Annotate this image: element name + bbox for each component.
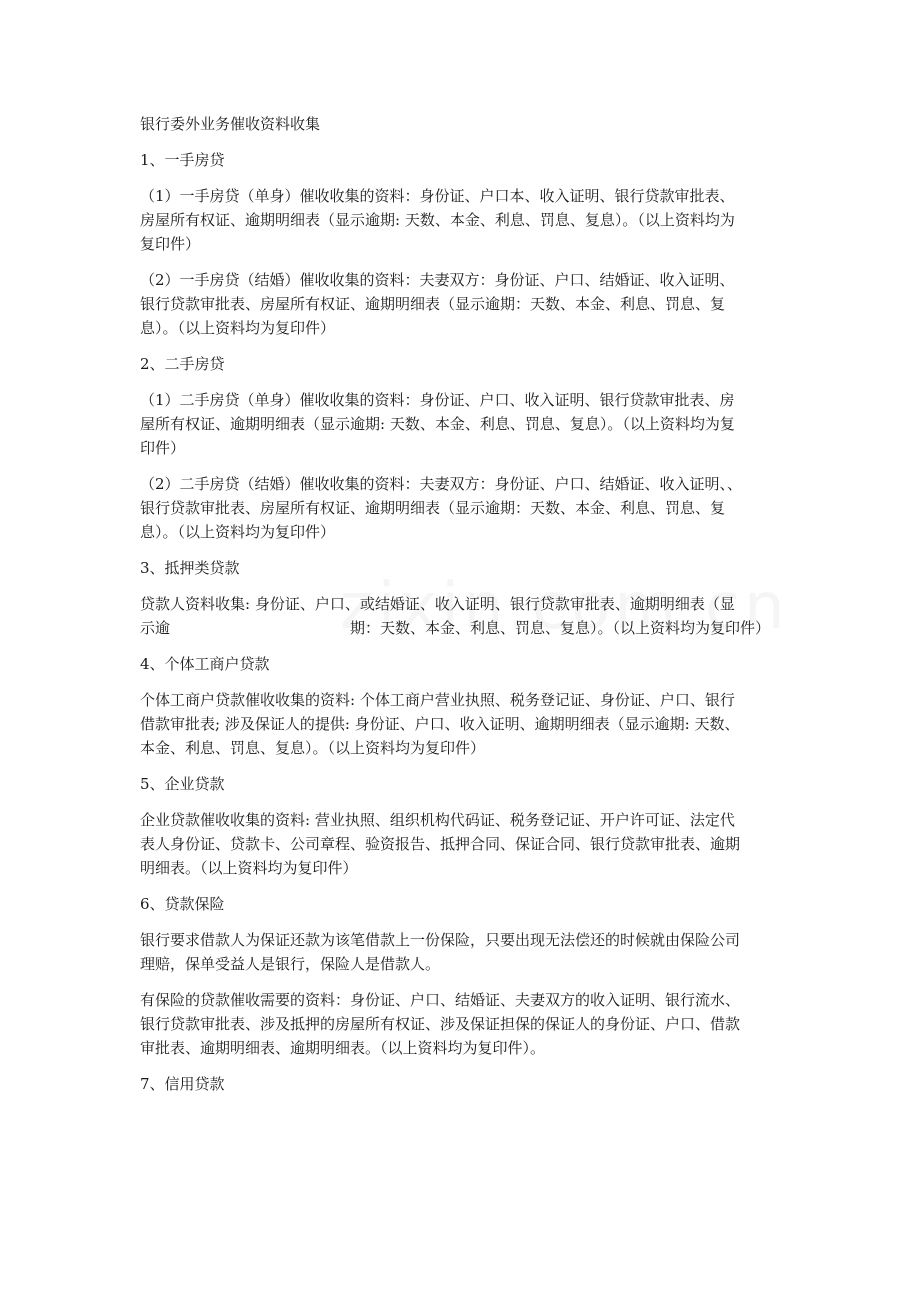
text-line: （1）一手房贷（单身）催收收集的资料：身份证、户口本、收入证明、银行贷款审批表、 bbox=[140, 187, 735, 205]
section-heading-4: 4、个体工商户贷款 bbox=[140, 655, 270, 673]
text-line: 借款审批表; 涉及保证人的提供: 身份证、户口、收入证明、逾期明细表（显示逾期: 天数、 bbox=[140, 715, 740, 733]
text-line: 贷款人资料收集: 身份证、户口、或结婚证、收入证明、银行贷款审批表、逾期明细表（显 bbox=[140, 595, 735, 613]
text-line: 银行贷款审批表、房屋所有权证、逾期明细表（显示逾期：天数、本金、利息、罚息、复 bbox=[140, 499, 726, 517]
text-line: 复印件） bbox=[140, 235, 201, 253]
text-line: 息）。（以上资料均为复印件） bbox=[140, 319, 336, 337]
text-line bbox=[140, 616, 785, 640]
paragraph-2-2 bbox=[140, 472, 785, 544]
paragraph-1-2 bbox=[140, 268, 785, 340]
paragraph-3-1 bbox=[140, 592, 785, 640]
text-fragment: 期：天数、本金、利息、罚息、复息）。（以上资料均为复印件） bbox=[350, 619, 771, 637]
section-heading-2: 2、二手房贷 bbox=[140, 355, 225, 373]
text-line: 银行贷款审批表、房屋所有权证、逾期明细表（显示逾期：天数、本金、利息、罚息、复 bbox=[140, 295, 726, 313]
text-line: 表人身份证、贷款卡、公司章程、验资报告、抵押合同、保证合同、银行贷款审批表、逾期 bbox=[140, 835, 741, 853]
text-line: 理赔，保单受益人是银行，保险人是借款人。 bbox=[140, 955, 441, 973]
text-line: 房屋所有权证、逾期明细表（显示逾期: 天数、本金、利息、罚息、复息）。（以上资料均为 bbox=[140, 211, 735, 229]
text-line: 本金、利息、罚息、复息）。（以上资料均为复印件） bbox=[140, 739, 486, 757]
text-line: （1）二手房贷（单身）催收收集的资料：身份证、户口、收入证明、银行贷款审批表、房 bbox=[140, 391, 735, 409]
text-line: （2）二手房贷（结婚）催收收集的资料：夫妻双方：身份证、户口、结婚证、收入证明、、 bbox=[140, 475, 743, 493]
paragraph-2-1 bbox=[140, 388, 785, 460]
text-line: 屋所有权证、逾期明细表（显示逾期: 天数、本金、利息、罚息、复息）。（以上资料均为复 bbox=[140, 415, 735, 433]
text-line: 审批表、逾期明细表、逾期明细表。（以上资料均为复印件）。 bbox=[140, 1039, 546, 1057]
text-line: 息）。（以上资料均为复印件） bbox=[140, 523, 336, 541]
document-title: 银行委外业务催收资料收集 bbox=[140, 115, 321, 133]
paragraph-4-1 bbox=[140, 688, 785, 760]
text-fragment: 示逾 bbox=[140, 619, 171, 637]
section-heading-3: 3、抵押类贷款 bbox=[140, 559, 240, 577]
paragraph-5-1 bbox=[140, 808, 785, 880]
text-line: 个体工商户贷款催收收集的资料: 个体工商户营业执照、税务登记证、身份证、户口、银行 bbox=[140, 691, 735, 709]
paragraph-6-1 bbox=[140, 928, 785, 976]
document-body bbox=[140, 112, 785, 1108]
text-line: 印件） bbox=[140, 439, 186, 457]
paragraph-1-1 bbox=[140, 184, 785, 256]
text-line: 银行贷款审批表、涉及抵押的房屋所有权证、涉及保证担保的保证人的身份证、户口、借款 bbox=[140, 1015, 741, 1033]
text-line: 企业贷款催收收集的资料: 营业执照、组织机构代码证、税务登记证、开户许可证、法定代 bbox=[140, 811, 735, 829]
section-heading-1: 1、一手房贷 bbox=[140, 151, 225, 169]
section-heading-5: 5、企业贷款 bbox=[140, 775, 225, 793]
text-line: （2）一手房贷（结婚）催收收集的资料：夫妻双方：身份证、户口、结婚证、收入证明、 bbox=[140, 271, 735, 289]
text-line: 银行要求借款人为保证还款为该笔借款上一份保险，只要出现无法偿还的时候就由保险公司 bbox=[140, 931, 741, 949]
paragraph-6-2 bbox=[140, 988, 785, 1060]
section-heading-7: 7、信用贷款 bbox=[140, 1075, 225, 1093]
text-line: 明细表。（以上资料均为复印件） bbox=[140, 859, 358, 877]
section-heading-6: 6、贷款保险 bbox=[140, 895, 225, 913]
text-line: 有保险的贷款催收需要的资料：身份证、户口、结婚证、夫妻双方的收入证明、银行流水、 bbox=[140, 991, 741, 1009]
